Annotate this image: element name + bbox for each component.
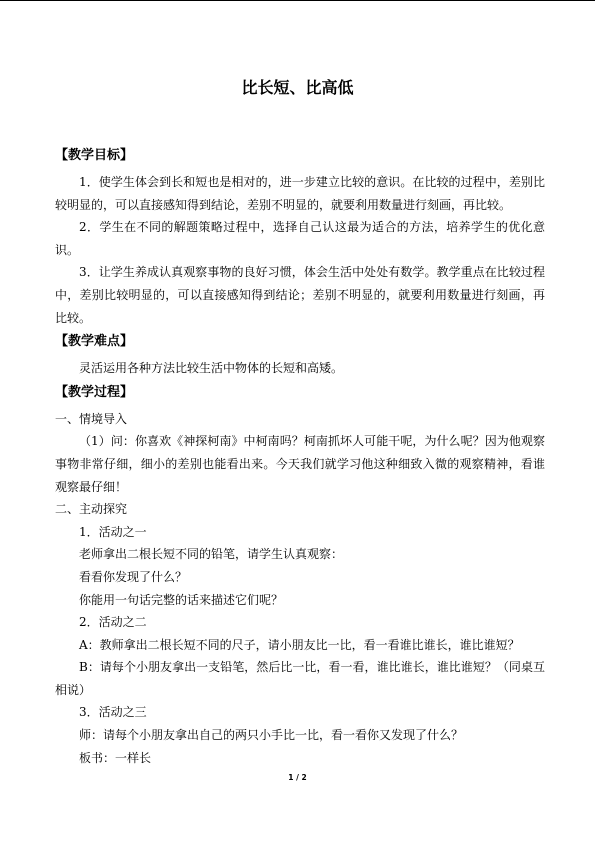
section-heading-difficulty: 【教学难点】: [55, 334, 134, 350]
process-part1-title: 一、情境导入: [55, 411, 128, 426]
activity-2-title: 2．活动之二: [79, 615, 147, 630]
document-body: [55, 145, 545, 769]
top-rule: [0, 0, 595, 1]
page-number: 1 / 2: [288, 773, 307, 782]
activity-1-title: 1．活动之一: [79, 524, 147, 539]
goal-item-2: 2．学生在不同的解题策略过程中，选择自己认这最为适合的方法，培养学生的优化意识。: [55, 220, 545, 257]
activity-3-line: 板书：一样长: [79, 750, 152, 765]
activity-2-a: A：教师拿出二根长短不同的尺子，请小朋友比一比，看一看谁比谁长，谁比谁短？: [79, 637, 520, 652]
goal-item-3: 3．让学生养成认真观察事物的良好习惯，体会生活中处处有数学。教学重点在比较过程中，差别比较明显的，可以直接感知得到结论；差别不明显的，就要利用数量进行刻画，再比较。: [55, 265, 545, 325]
document-title: 比长短、比高低: [241, 78, 354, 97]
difficulty-text: 灵活运用各种方法比较生活中物体的长短和高矮。: [79, 361, 344, 376]
activity-2-b: B：请每个小朋友拿出一支铅笔，然后比一比，看一看，谁比谁长，谁比谁短？（同桌互相说）: [55, 660, 545, 697]
goal-item-1: 1．使学生体会到长和短也是相对的，进一步建立比较的意识。在比较的过程中，差别比较明显的，可以直接感知得到结论，差别不明显的，就要利用数量进行刻画，再比较。: [55, 175, 545, 212]
activity-3-title: 3．活动之三: [79, 705, 147, 720]
process-part1-text: （1）问：你喜欢《神探柯南》中柯南吗？柯南抓坏人可能干呢，为什么呢？因为他观察事物非常仔细，细小的差别也能看出来。今天我们就学习他这种细致入微的观察精神，看谁观察最仔细！: [55, 434, 545, 494]
activity-1-line: 看看你发现了什么？: [79, 569, 188, 584]
process-part2-title: 二、主动探究: [55, 502, 128, 517]
section-heading-goals: 【教学目标】: [55, 148, 134, 163]
section-heading-process: 【教学过程】: [55, 384, 134, 400]
activity-1-line: 老师拿出二根长短不同的铅笔，请学生认真观察：: [79, 547, 344, 562]
activity-3-line: 师：请每个小朋友拿出自己的两只小手比一比，看一看你又发现了什么？: [79, 728, 464, 743]
activity-1-line: 你能用一句话完整的话来描述它们呢？: [79, 592, 284, 607]
